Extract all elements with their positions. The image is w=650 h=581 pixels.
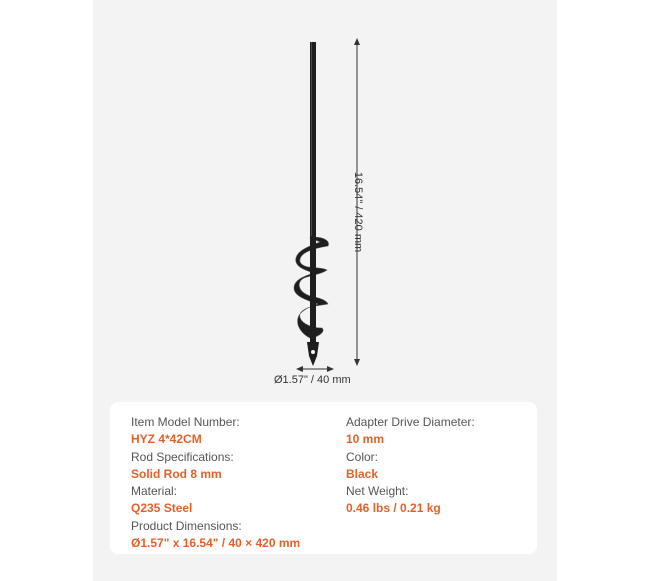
spec-product-dimensions (131, 518, 300, 553)
spec-label: Material: (131, 484, 178, 498)
spec-value: Q235 Steel (131, 501, 193, 515)
spec-value: 10 mm (346, 432, 385, 446)
spec-value: Black (346, 466, 379, 481)
length-dimension-label: 16.54" / 420 mm (352, 171, 364, 253)
spec-label: Net Weight: (346, 484, 409, 498)
diameter-dimension-label: Ø1.57" / 40 mm (274, 374, 351, 386)
spec-adapter-drive-diameter (346, 414, 475, 449)
specs-right-column (346, 414, 475, 518)
spec-value: Ø1.57" x 16.54" / 40 × 420 mm (131, 535, 301, 550)
spec-label: Color: (346, 449, 379, 464)
spec-color (346, 449, 475, 484)
spec-value: HYZ 4*42CM (131, 432, 202, 446)
auger-rod (310, 42, 316, 237)
specs-left-column (131, 414, 300, 552)
spec-value: Solid Rod 8 mm (131, 466, 222, 481)
specifications-panel (110, 402, 537, 554)
diameter-dimension-line (296, 366, 334, 372)
spec-label: Adapter Drive Diameter: (346, 415, 475, 429)
spec-item-model-number (131, 414, 300, 449)
spec-net-weight (346, 483, 475, 518)
spec-label: Rod Specifications: (131, 449, 234, 464)
spec-label: Item Model Number: (131, 415, 240, 429)
spec-material (131, 483, 300, 518)
spec-rod-specifications (131, 449, 300, 484)
spec-value: 0.46 lbs / 0.21 kg (346, 501, 441, 515)
spec-label: Product Dimensions: (131, 518, 242, 533)
